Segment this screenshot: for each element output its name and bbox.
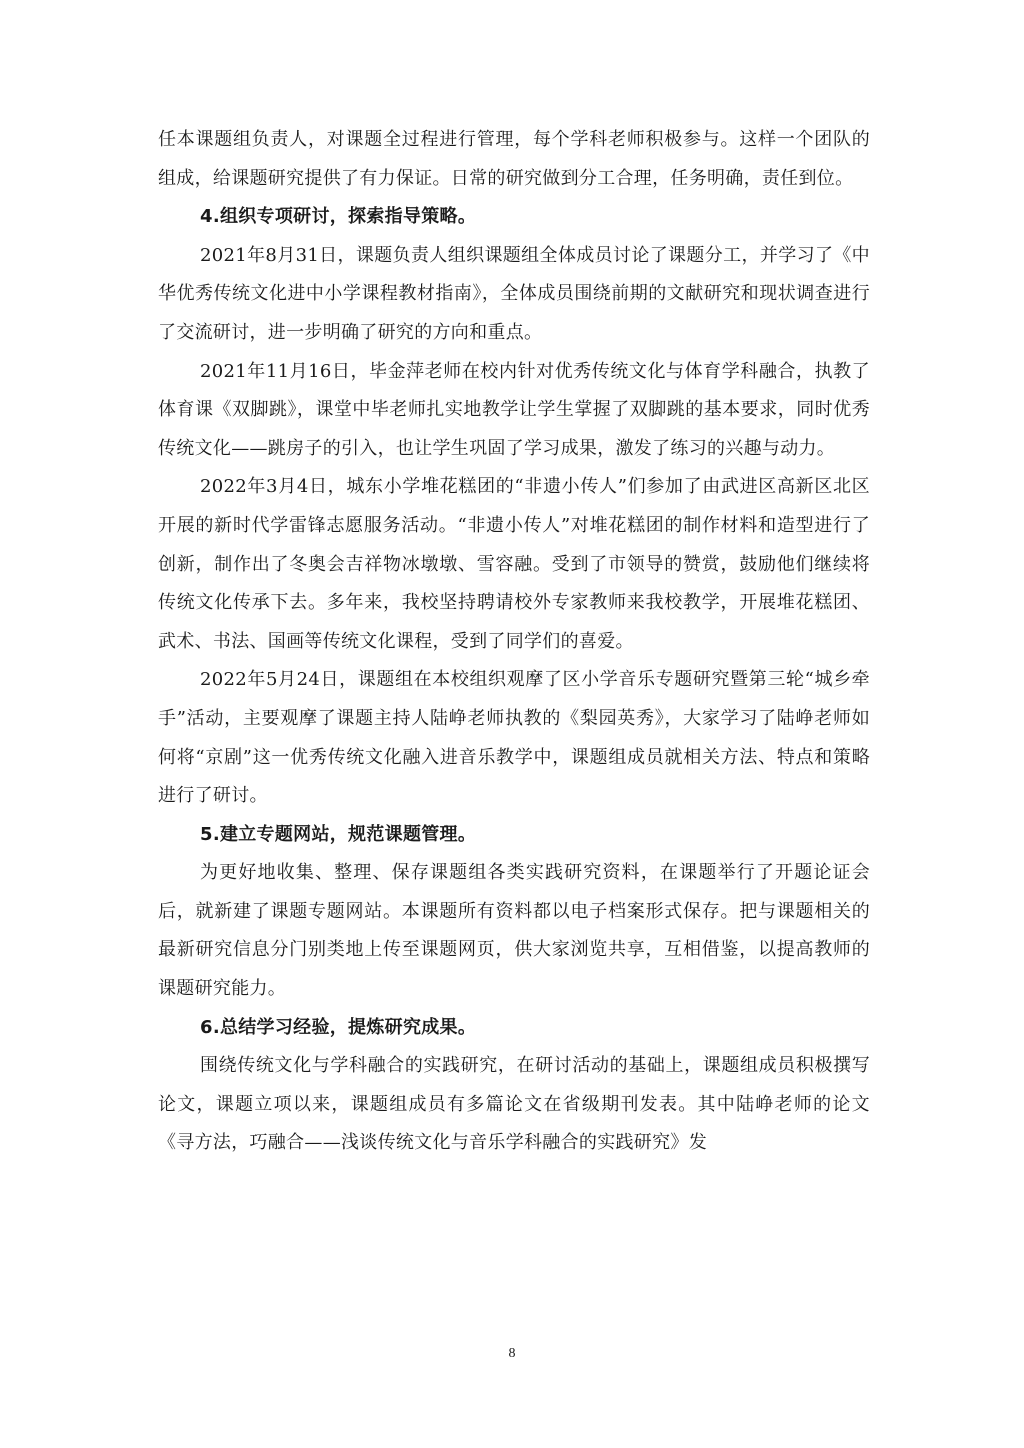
paragraph-2021-08-31: 2021年8月31日，课题负责人组织课题组全体成员讨论了课题分工，并学习了《中华优秀传统文化进中小学课程教材指南》，全体成员围绕前期的文献研究和现状调查进行了交流研讨，进一步明确了研究的方向和重点。 <box>158 244 870 343</box>
paragraph-2021-11-16: 2021年11月16日，毕金萍老师在校内针对优秀传统文化与体育学科融合，执教了体育课《双脚跳》，课堂中毕老师扎实地教学让学生掌握了双脚跳的基本要求，同时优秀传统文化——跳房子的引入，也让学生巩固了学习成果，激发了练习的兴趣与动力。 <box>158 360 870 459</box>
section-heading-6: 6.总结学习经验，提炼研究成果。 <box>200 1016 477 1038</box>
section-heading-5: 5.建立专题网站，规范课题管理。 <box>200 823 477 845</box>
paragraph-2022-03-04: 2022年3月4日，城东小学堆花糕团的“非遗小传人”们参加了由武进区高新区北区开展的新时代学雷锋志愿服务活动。“非遗小传人”对堆花糕团的制作材料和造型进行了创新，制作出了冬奥会吉祥物冰墩墩、雪容融。受到了市领导的赞赏，鼓励他们继续将传统文化传承下去。多年来，我校坚持聘请校外专家教师来我校教学，开展堆花糕团、武术、书法、国画等传统文化课程，受到了同学们的喜爱。 <box>158 476 870 652</box>
paragraph-team-intro: 任本课题组负责人，对课题全过程进行管理，每个学科老师积极参与。这样一个团队的组成，给课题研究提供了有力保证。日常的研究做到分工合理，任务明确，责任到位。 <box>158 129 870 189</box>
paragraph-results: 围绕传统文化与学科融合的实践研究，在研讨活动的基础上，课题组成员积极撰写论文，课题立项以来，课题组成员有多篇论文在省级期刊发表。其中陆峥老师的论文《寻方法，巧融合——浅谈传统文化与音乐学科融合的实践研究》发 <box>158 1055 870 1154</box>
body-text <box>158 121 870 1163</box>
paragraph-2022-05-24: 2022年5月24日，课题组在本校组织观摩了区小学音乐专题研究暨第三轮“城乡牵手”活动，主要观摩了课题主持人陆峥老师执教的《梨园英秀》，大家学习了陆峥老师如何将“京剧”这一优秀传统文化融入进音乐教学中，课题组成员就相关方法、特点和策略进行了研讨。 <box>158 669 870 807</box>
page-number: 8 <box>508 1346 516 1361</box>
paragraph-website: 为更好地收集、整理、保存课题组各类实践研究资料，在课题举行了开题论证会后，就新建了课题专题网站。本课题所有资料都以电子档案形式保存。把与课题相关的最新研究信息分门别类地上传至课题网页，供大家浏览共享，互相借鉴，以提高教师的课题研究能力。 <box>158 862 870 1000</box>
section-heading-4: 4.组织专项研讨，探索指导策略。 <box>200 206 477 228</box>
